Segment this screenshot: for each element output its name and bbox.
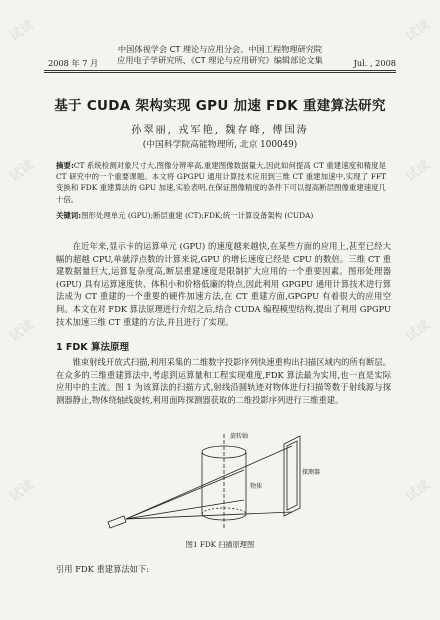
watermark: 试读 — [7, 477, 38, 505]
paper-title: 基于 CUDA 架构实现 GPU 加速 FDK 重建算法研究 — [54, 98, 386, 114]
header-date-right: Jul. , 2008 — [353, 58, 396, 68]
abstract — [56, 160, 386, 205]
figure-caption: 图1 FDK 扫描原理图 — [185, 540, 255, 549]
paper-authors: 孙翠丽, 戎军艳, 魏存峰, 傅国涛 — [131, 125, 309, 136]
watermark: 试读 — [403, 317, 434, 345]
object-label: 物体 — [250, 483, 263, 490]
watermark: 试读 — [403, 477, 434, 505]
detector-label: 探测器 — [302, 469, 321, 476]
watermark: 试读 — [7, 17, 38, 45]
keywords — [56, 210, 386, 221]
header-date-left: 2008 年 7 月 — [48, 58, 99, 68]
watermark: 试读 — [7, 157, 38, 185]
paper-affiliation: (中国科学院高能物理所, 北京 100049) — [142, 140, 298, 150]
fdk-scan-diagram — [104, 430, 334, 535]
header-line-2: 应用电子学研究所、《CT 理论与应用研究》编辑部论文集 — [117, 55, 323, 65]
header-rule-bottom — [44, 72, 396, 73]
xray-source-icon — [108, 516, 126, 528]
axis-label: 旋转轴 — [230, 433, 249, 440]
section-1-heading: 1 FDK 算法原理 — [56, 342, 129, 353]
header-rule-top — [44, 70, 396, 71]
watermark: 试读 — [403, 17, 434, 45]
watermark: 试读 — [403, 157, 434, 185]
section-1-paragraph: 锥束射线开放式扫描,利用采集的二维数字投影序列快速重构出扫描区域内的所有断层。在众多的三维重建算法中,考虑到运算量和工程实现难度,FDK 算法最为实用,也一直是实际应用中的主流。图 1 为该算法的扫描方式,射线沿圆轨迹对物体进行扫描等数于射线源与探测器静止,物体绕轴线旋转,利用面阵探测器获取的二维投影序列进行三维重建。 — [56, 357, 391, 405]
keywords-text: 图形处理单元 (GPU);断层重建 (CT);FDK;统一计算设备架构 (CUDA) — [81, 211, 314, 220]
abstract-label: 摘要: — [56, 161, 74, 170]
closing-line: 引用 FDK 重建算法如下: — [56, 564, 150, 574]
watermark: 试读 — [7, 317, 38, 345]
header-line-1: 中国体视学会 CT 理论与应用分会、中国工程物理研究院 — [117, 44, 323, 54]
abstract-text: CT 系统检测对象尺寸大,图像分辨率高,重建图像数据量大,因此如何提高 CT 重建速度和精度是 CT 研究中的一个重要课题。本文将 GPGPU 通用计算技术应用到三维 CT 重建加速中,实现了 FFT 变换和 FDK 重建算法的 GPU 加速,实验表明,在保证图像精度的条件下可以提高断层图像重建速度几十倍。 — [56, 161, 386, 204]
intro-paragraph: 在近年来,显示卡的运算单元 (GPU) 的速度越来越快,在某些方面的应用上,甚至已经大幅的超越 CPU,单就浮点数的计算来说,GPU 的增长速度已经是 CPU 的数倍。三维 CT 重建数据量巨大,运算复杂度高,断层重建速度是限制扩大应用的一个重要因素。图形处理器 (GPU) 具有运算速度快、体积小和价格低廉的特点,因此利用 GPGPU 通用计算技术进行算法成为 CT 重建的一个重要的硬件加速方法,在 CT 重建方面,GPGPU 有着很大的应用空间。本文在对 FDK 算法原理进行介绍之后,结合 CUDA 编程模型结构,提出了利用 GPGPU 技术加速三维 CT 重建的方法,并且进行了实现。 — [56, 241, 391, 327]
keywords-label: 关键词: — [56, 211, 82, 220]
